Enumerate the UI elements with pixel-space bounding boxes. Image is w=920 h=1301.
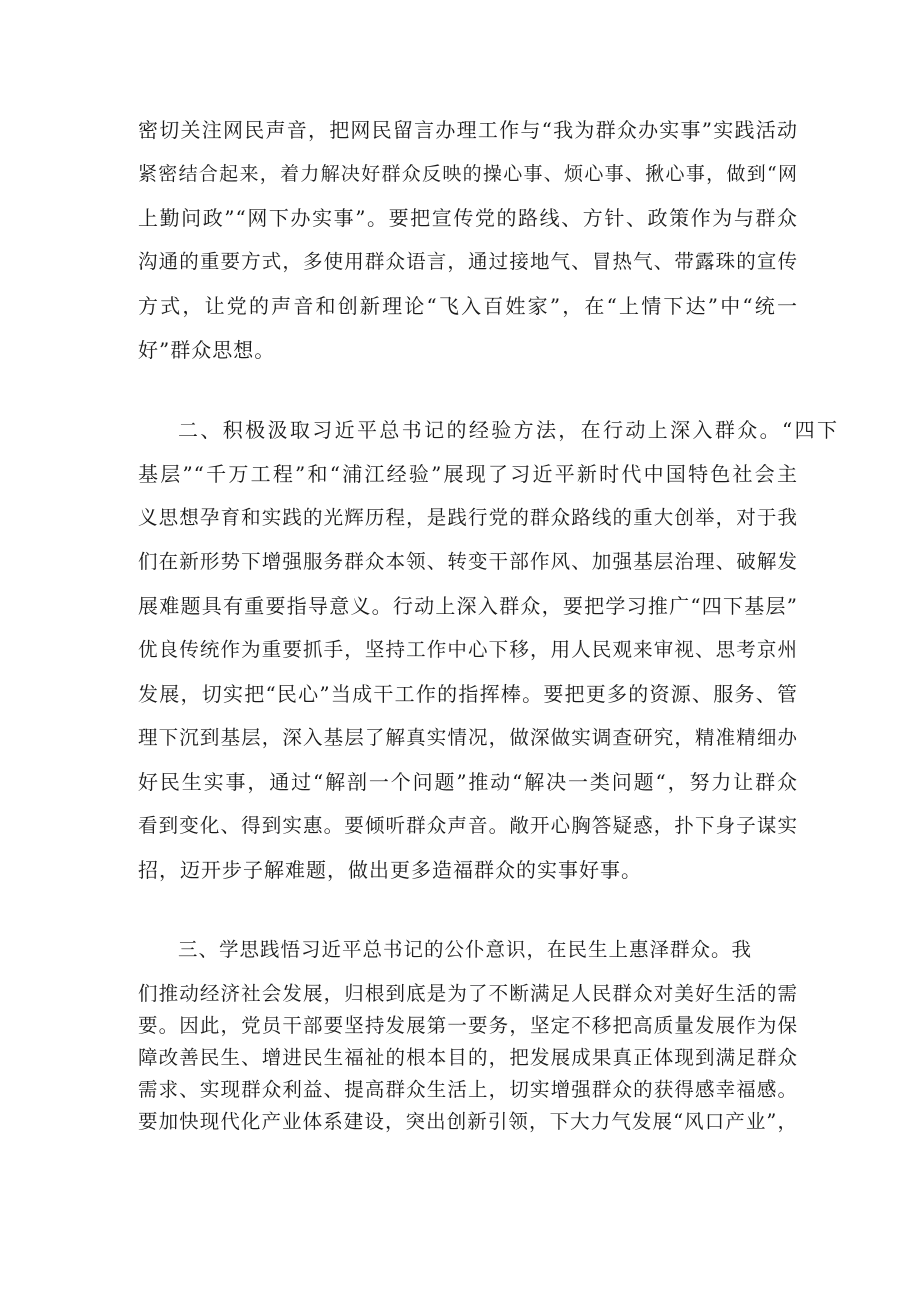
paragraph-2-line-9: 好民生实事，通过“解剖一个问题”推动“解决一类问题“，努力让群众 [138,770,798,794]
paragraph-1-line-4: 沟通的重要方式，多使用群众语言，通过接地气、冒热气、带露珠的宣传 [138,250,798,273]
paragraph-2-line-2: 基层”“千万工程”和“浦江经验”展现了习近平新时代中国特色社会主 [138,462,798,486]
paragraph-1-line-3: 上勤问政”“网下办实事”。要把宣传党的路线、方针、政策作为与群众 [138,206,798,230]
paragraph-2-line-5: 展难题具有重要指导意义。行动上深入群众，要把学习推广“四下基层” [138,594,798,618]
paragraph-1-line-5: 方式，让党的声音和创新理论“飞入百姓家”，在“上情下达”中“统一 [138,294,798,318]
paragraph-2-line-11: 招，迈开步子解难题，做出更多造福群众的实事好事。 [138,858,642,882]
paragraph-2-line-6: 优良传统作为重要抓手，坚持工作中心下移，用人民观来审视、思考京州 [138,638,798,661]
paragraph-2-line-4: 们在新形势下增强服务群众本领、转变干部作风、加强基层治理、破解发 [138,550,798,573]
paragraph-3-line-5: 需求、实现群众利益、提高群众生活上，切实增强群众的获得感幸福感。 [138,1078,798,1101]
paragraph-2-line-7: 发展，切实把“民心”当成干工作的指挥棒。要把更多的资源、服务、管 [138,682,798,706]
paragraph-1-line-1: 密切关注网民声音，把网民留言办理工作与“我为群众办实事”实践活动 [138,118,798,142]
paragraph-2-line-8: 理下沉到基层，深入基层了解真实情况，做深做实调查研究，精准精细办 [138,726,798,749]
paragraph-2-line-3: 义思想孕育和实践的光辉历程，是践行党的群众路线的重大创举，对于我 [138,506,798,529]
paragraph-3-line-3: 要。因此，党员干部要坚持发展第一要务，坚定不移把高质量发展作为保 [138,1014,798,1037]
paragraph-3-line-4: 障改善民生、增进民生福祉的根本目的，把发展成果真正体现到满足群众 [138,1046,798,1069]
paragraph-1-line-2: 紧密结合起来，着力解决好群众反映的操心事、烦心事、揪心事，做到“网 [138,163,798,185]
paragraph-3-line-1: 三、学思践悟习近平总书记的公仆意识，在民生上惠泽群众。我 [178,938,753,961]
paragraph-2-line-10: 看到变化、得到实惠。要倾听群众声音。敞开心胸答疑惑，扑下身子谋实 [138,814,798,837]
paragraph-2-line-1: 二、积极汲取习近平总书记的经验方法，在行动上深入群众。“四下 [178,418,838,442]
paragraph-1-line-6: 好”群众思想。 [138,338,276,362]
paragraph-3-line-6: 要加快现代化产业体系建设，突出创新引领，下大力气发展“风口产业”， [138,1110,798,1133]
paragraph-3-line-2: 们推动经济社会发展，归根到底是为了不断满足人民群众对美好生活的需 [138,982,798,1005]
